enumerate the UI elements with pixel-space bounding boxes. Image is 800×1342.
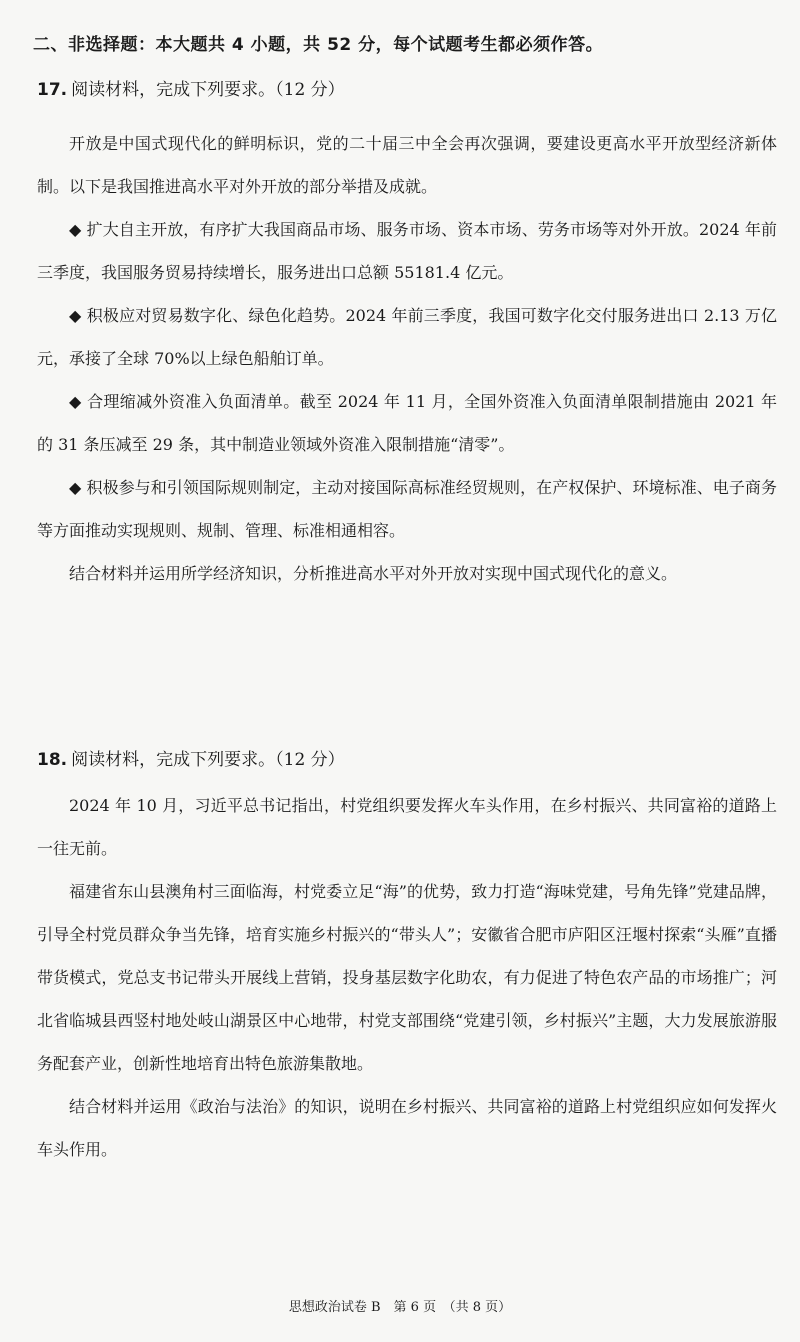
material-bullet: ◆ 合理缩减外资准入负面清单。截至 2024 年 11 月，全国外资准入负面清单限制措施由 2021 年的 31 条压减至 29 条，其中制造业领域外资准入限制措施“清零”。: [37, 392, 777, 454]
question-17: [37, 78, 777, 595]
question-prompt: 阅读材料，完成下列要求。（12 分）: [71, 80, 345, 100]
material-bullet: ◆ 扩大自主开放，有序扩大我国商品市场、服务市场、资本市场、劳务市场等对外开放。2024 年前三季度，我国服务贸易持续增长，服务进出口总额 55181.4 亿元。: [37, 220, 777, 282]
material-paragraph: 2024 年 10 月，习近平总书记指出，村党组织要发挥火车头作用，在乡村振兴、共同富裕的道路上一往无前。: [37, 796, 777, 858]
question-body: [37, 122, 777, 595]
section-heading: 二、非选择题：本大题共 4 小题，共 52 分，每个试题考生都必须作答。: [33, 35, 604, 55]
task-paragraph: 结合材料并运用《政治与法治》的知识，说明在乡村振兴、共同富裕的道路上村党组织应如何发挥火车头作用。: [37, 1097, 777, 1159]
question-number: 17.: [37, 80, 68, 100]
page-footer: 思想政治试卷 B 第 6 页 （共 8 页）: [288, 1300, 512, 1315]
question-number: 18.: [37, 750, 68, 770]
question-body: [37, 784, 777, 1171]
question-prompt: 阅读材料，完成下列要求。（12 分）: [71, 750, 345, 770]
question-18: [37, 748, 777, 1171]
material-bullet: ◆ 积极应对贸易数字化、绿色化趋势。2024 年前三季度，我国可数字化交付服务进出口 2.13 万亿元，承接了全球 70%以上绿色船舶订单。: [37, 306, 777, 368]
question-title: [37, 748, 777, 772]
question-title: [37, 78, 777, 102]
task-paragraph: 结合材料并运用所学经济知识，分析推进高水平对外开放对实现中国式现代化的意义。: [69, 564, 678, 583]
material-bullet: ◆ 积极参与和引领国际规则制定，主动对接国际高标准经贸规则，在产权保护、环境标准、电子商务等方面推动实现规则、规制、管理、标准相通相容。: [37, 478, 777, 540]
material-paragraph: 开放是中国式现代化的鲜明标识，党的二十届三中全会再次强调，要建设更高水平开放型经济新体制。以下是我国推进高水平对外开放的部分举措及成就。: [37, 134, 777, 196]
material-paragraph: 福建省东山县澳角村三面临海，村党委立足“海”的优势，致力打造“海味党建，号角先锋”党建品牌，引导全村党员群众争当先锋，培育实施乡村振兴的“带头人”；安徽省合肥市庐阳区汪堰村探索“头雁”直播带货模式，党总支书记带头开展线上营销，投身基层数字化助农，有力促进了特色农产品的市场推广；河北省临城县西竖村地处岐山湖景区中心地带，村党支部围绕“党建引领，乡村振兴”主题，大力发展旅游服务配套产业，创新性地培育出特色旅游集散地。: [37, 882, 777, 1073]
